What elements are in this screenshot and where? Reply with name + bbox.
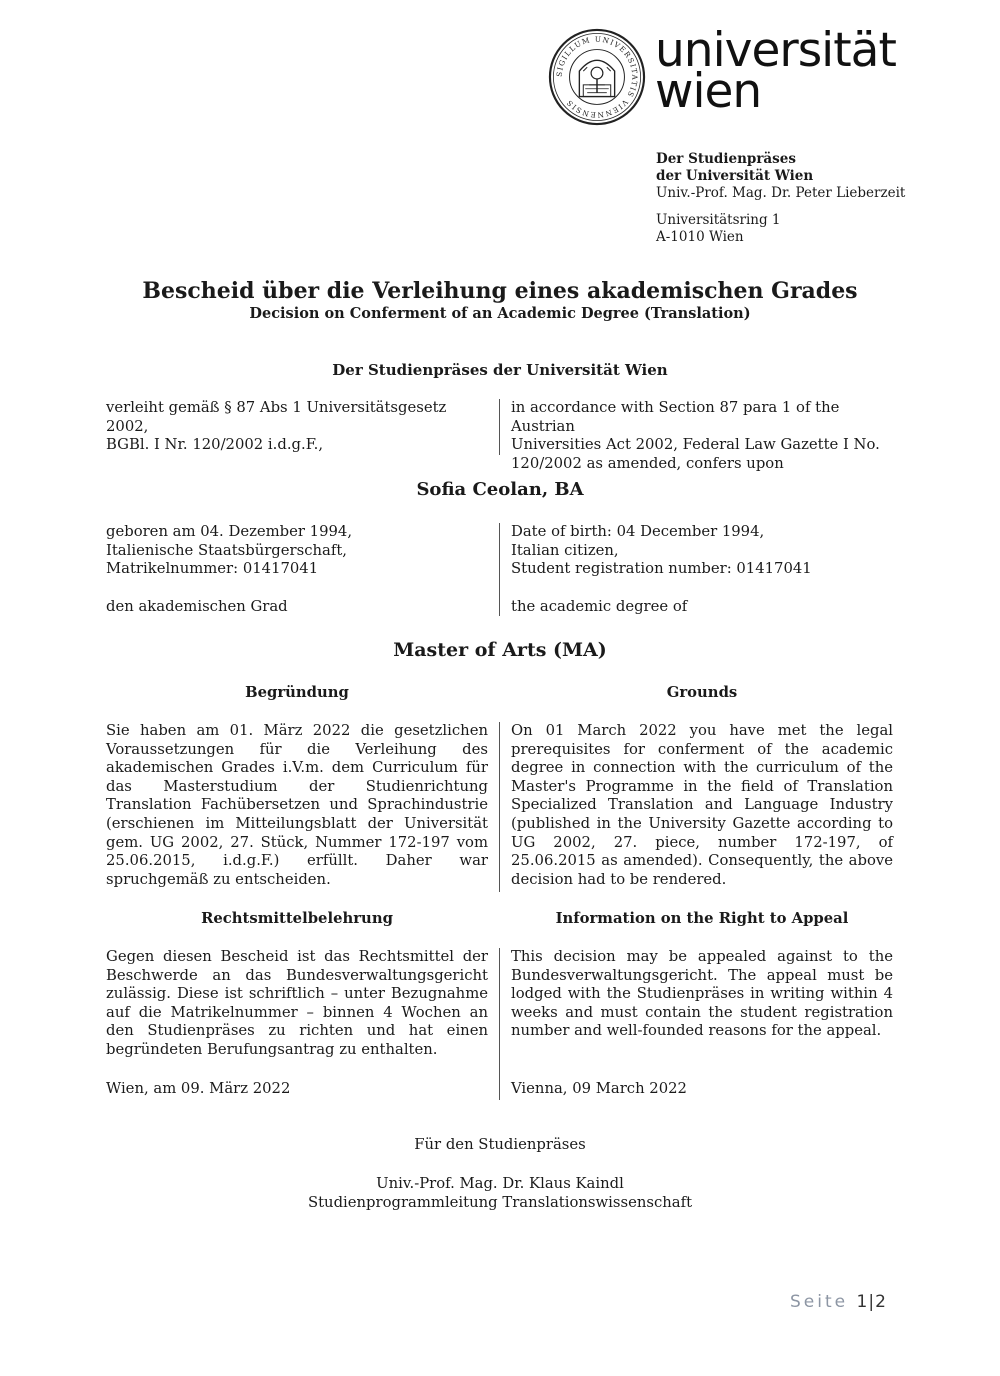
signature-on-behalf: Für den Studienpräses: [414, 1136, 586, 1153]
grounds-text-de: Sie haben am 01. März 2022 die gesetzlichen Voraussetzungen für die Verleihung des akademischen Grades i.V.m. dem Curriculum für das Masterstudium der Studienrichtung Translation Fachübersetzen und Sprachindustrie (erschienen im Mitteilungsblatt der Universität gem. UG 2002, 27. Stück, Nummer 172-197 vom 25.06.2015, i.d.g.F.) erfüllt. Daher war spruchgemäß zu entscheiden.: [106, 722, 488, 888]
grant-text-de: [106, 399, 488, 455]
page-total: 2: [875, 1292, 887, 1312]
column-divider: [499, 948, 500, 1100]
appeal-heading-de: Rechtsmittelbelehrung: [201, 910, 393, 927]
degree-intro-de: den akademischen Grad: [106, 598, 288, 615]
column-divider: [499, 399, 500, 455]
grant-de-line: BGBl. I Nr. 120/2002 i.d.g.F.,: [106, 436, 324, 454]
grant-de-line: verleiht gemäß § 87 Abs 1 Universitätsgesetz 2002,: [106, 399, 447, 435]
page-label: Seite: [790, 1292, 849, 1312]
university-seal-icon: [548, 28, 646, 126]
wordmark-line-2: wien: [655, 64, 762, 119]
grant-en-line: in accordance with Section 87 para 1 of the Austrian: [511, 399, 840, 435]
recipient-name: Sofia Ceolan, BA: [416, 479, 584, 500]
grant-text-en: [511, 399, 893, 473]
page-number: Seite 1|2: [790, 1292, 887, 1312]
recipient-en-line: Student registration number: 01417041: [511, 560, 812, 578]
recipient-en-line: Date of birth: 04 December 1994,: [511, 523, 765, 540]
recipient-details-en: [511, 523, 893, 579]
appeal-text-de: Gegen diesen Bescheid ist das Rechtsmittel der Beschwerde an das Bundesverwaltungsgericht zulässig. Diese ist schriftlich – unter Bezugnahme auf die Matrikelnummer – binnen 4 Wochen an den Studienpräses zu richten und hat einen begründeten Berufungsantrag zu enthalten.: [106, 948, 488, 1058]
university-wordmark: [655, 23, 896, 119]
wordmark-line-1: universität: [655, 23, 896, 78]
sender-title-1: Der Studienpräses: [656, 151, 796, 167]
date-de: Wien, am 09. März 2022: [106, 1080, 291, 1097]
recipient-en-line: Italian citizen,: [511, 541, 619, 559]
sender-name: Univ.-Prof. Mag. Dr. Peter Lieberzeit: [656, 185, 906, 201]
sender-block: [656, 151, 905, 246]
recipient-de-line: Matrikelnummer: 01417041: [106, 560, 319, 578]
column-divider: [499, 523, 500, 616]
signatory-name: Univ.-Prof. Mag. Dr. Klaus Kaindl: [376, 1175, 624, 1192]
date-en: Vienna, 09 March 2022: [511, 1080, 687, 1097]
degree-intro-en: the academic degree of: [511, 598, 688, 615]
sender-title-2: der Universität Wien: [656, 168, 814, 184]
address-city: A-1010 Wien: [656, 229, 744, 245]
issuer-line: Der Studienpräses der Universität Wien: [332, 361, 668, 379]
document-title: Bescheid über die Verleihung eines akademischen Grades: [142, 278, 858, 304]
degree-name: Master of Arts (MA): [393, 639, 607, 661]
grant-en-line: 120/2002 as amended, confers upon: [511, 454, 784, 472]
appeal-heading-en: Information on the Right to Appeal: [555, 910, 849, 927]
grant-en-line: Universities Act 2002, Federal Law Gazette I No.: [511, 436, 880, 454]
grounds-heading-de: Begründung: [245, 684, 349, 701]
grounds-text-en: On 01 March 2022 you have met the legal prerequisites for conferment of the academic degree in connection with the curriculum of the Master's Programme in the field of Translation Specialized Translation and Language Industry (published in the University Gazette according to UG 2002, 27. piece, number 172-197, of 25.06.2015 as amended). Consequently, the above decision had to be rendered.: [511, 722, 893, 888]
signatory-role: Studienprogrammleitung Translationswissenschaft: [307, 1194, 693, 1211]
address-street: Universitätsring 1: [656, 212, 781, 228]
recipient-de-line: Italienische Staatsbürgerschaft,: [106, 541, 347, 559]
column-divider: [499, 722, 500, 892]
document-subtitle: Decision on Conferment of an Academic Degree (Translation): [249, 305, 751, 322]
grounds-heading-en: Grounds: [666, 684, 738, 701]
appeal-text-en: This decision may be appealed against to the Bundesverwaltungsgericht. The appeal must be lodged with the Studienpräses in writing within 4 weeks and must contain the student registration number and well-founded reasons for the appeal.: [511, 948, 893, 1040]
recipient-de-line: geboren am 04. Dezember 1994,: [106, 523, 353, 540]
recipient-details-de: [106, 523, 488, 579]
page-current: 1: [856, 1292, 869, 1312]
svg-text:SIGILLUM UNIVERSITATIS VIENNEN: SIGILLUM UNIVERSITATIS VIENNENSIS: [554, 34, 640, 120]
